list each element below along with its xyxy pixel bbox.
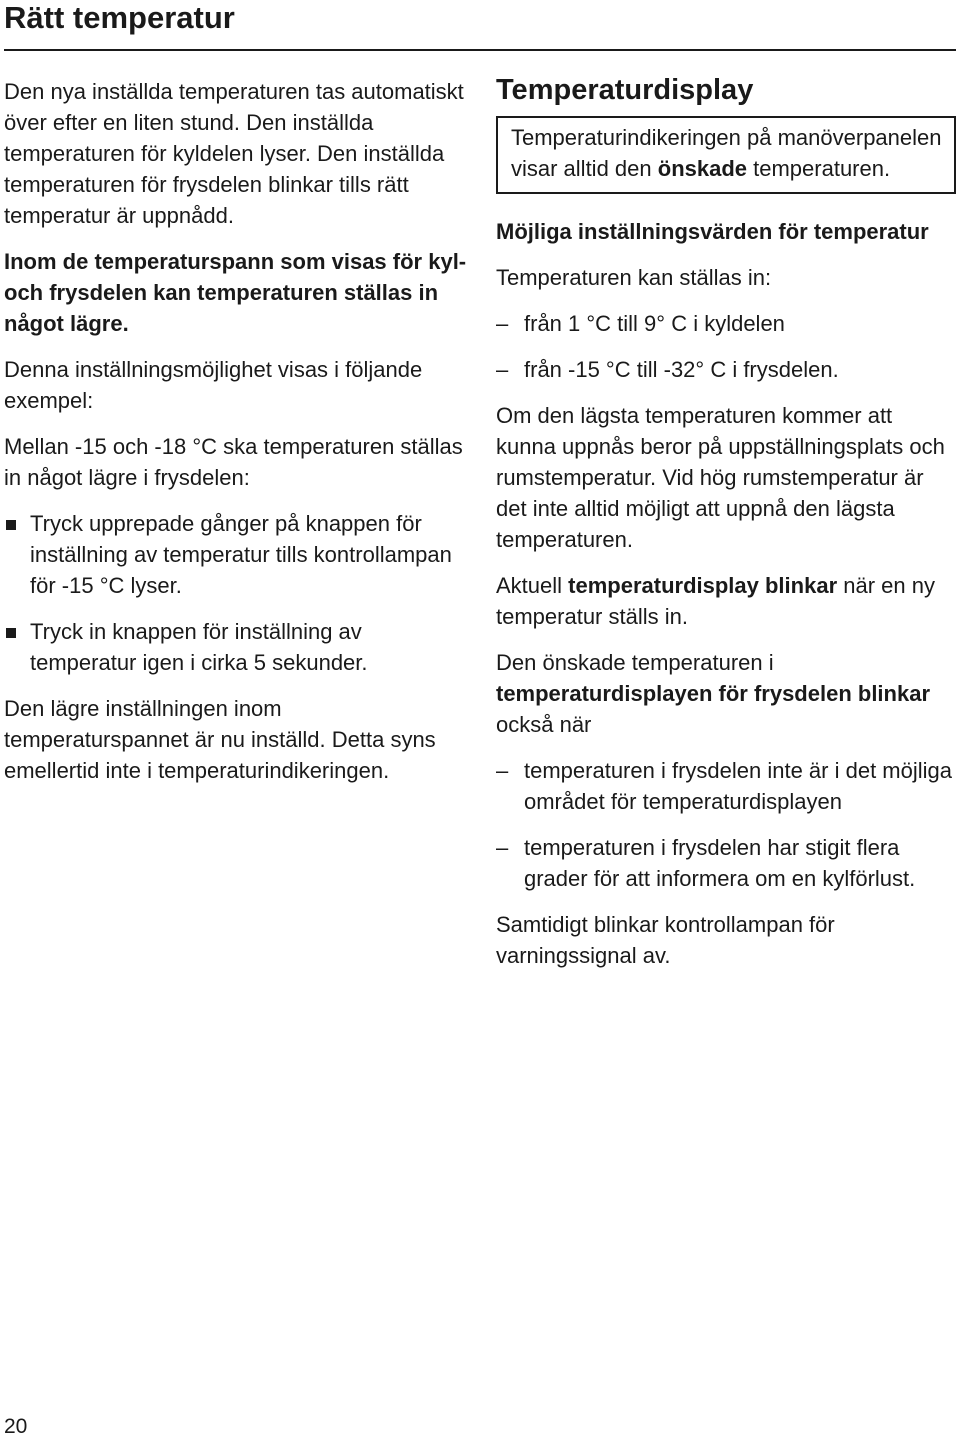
range-text: från -15 °C till -32° C i frysdelen. (524, 357, 839, 382)
page-number: 20 (4, 1415, 28, 1438)
left-column (4, 76, 469, 801)
dash-bullet-icon: – (496, 758, 509, 783)
info-box-text (511, 122, 942, 184)
range-item (496, 354, 956, 385)
text-emphasis: temperaturdisplayen för frysdelen blinkar (496, 681, 931, 706)
condition-text: temperaturen i frysdelen har stigit flera grader för att informera om en kylförlust. (524, 835, 916, 891)
step-item (4, 616, 469, 678)
example-description: Mellan -15 och -18 °C ska temperaturen ställas in något lägre i frysdelen: (4, 434, 463, 490)
info-text-part: Temperaturindikeringen på manöverpanelen visar alltid den (511, 125, 942, 181)
range-item (496, 308, 956, 339)
range-list (496, 308, 956, 385)
info-box (496, 116, 956, 194)
step-text: Tryck upprepade gånger på knappen för inställning av temperatur tills kontrollampan för -15 °C lyser. (30, 511, 452, 598)
condition-text: temperaturen i frysdelen inte är i det möjliga området för temperaturdisplayen (524, 758, 952, 814)
text-emphasis: temperaturdisplay blinkar (568, 573, 838, 598)
square-bullet-icon (6, 628, 16, 638)
text-part: Aktuell (496, 573, 569, 598)
dash-bullet-icon: – (496, 835, 509, 860)
result-paragraph: Den lägre inställningen inom temperaturspannet är nu inställd. Detta syns emellertid inte i temperaturindikeringen. (4, 696, 436, 783)
step-item (4, 508, 469, 601)
square-bullet-icon (6, 520, 16, 530)
text-part: när en ny temperatur ställs in. (496, 573, 935, 629)
dash-bullet-icon: – (496, 311, 509, 336)
page-title: Rätt temperatur (4, 0, 235, 35)
condition-item (496, 832, 956, 894)
info-text-part: temperaturen. (747, 156, 891, 181)
settings-intro: Temperaturen kan ställas in: (496, 265, 772, 290)
range-note-bold: Inom de temperaturspann som visas för kyl- och frysdelen kan temperaturen ställas in något lägre. (4, 249, 467, 336)
settings-subheading: Möjliga inställningsvärden för temperatur (496, 219, 929, 244)
dash-bullet-icon: – (496, 357, 509, 382)
actual-display-paragraph (496, 570, 956, 632)
condition-item (496, 755, 956, 817)
step-text: Tryck in knappen för inställning av temperatur igen i cirka 5 sekunder. (30, 619, 368, 675)
lowest-temp-paragraph: Om den lägsta temperaturen kommer att kunna uppnås beror på uppställningsplats och rumstemperatur. Vid hög rumstemperatur är det inte alltid möjligt att uppnå den lägsta temperaturen. (496, 403, 945, 552)
warning-paragraph: Samtidigt blinkar kontrollampan för varningssignal av. (496, 912, 835, 968)
range-text: från 1 °C till 9° C i kyldelen (524, 311, 785, 336)
intro-paragraph: Den nya inställda temperaturen tas automatiskt över efter en liten stund. Den inställda temperaturen för kyldelen lyser. Den inställda temperaturen för frysdelen blinkar tills rätt temperatur är uppnådd. (4, 79, 464, 228)
title-divider (4, 49, 956, 51)
info-text-emphasis: önskade (657, 156, 748, 181)
section-heading: Temperaturdisplay (496, 74, 754, 106)
condition-list (496, 755, 956, 894)
step-list (4, 508, 469, 678)
desired-display-paragraph (496, 647, 956, 740)
example-intro: Denna inställningsmöjlighet visas i följande exempel: (4, 357, 423, 413)
text-part: Den önskade temperaturen i (496, 650, 774, 675)
right-column (496, 72, 956, 986)
text-part: också när (496, 712, 592, 737)
